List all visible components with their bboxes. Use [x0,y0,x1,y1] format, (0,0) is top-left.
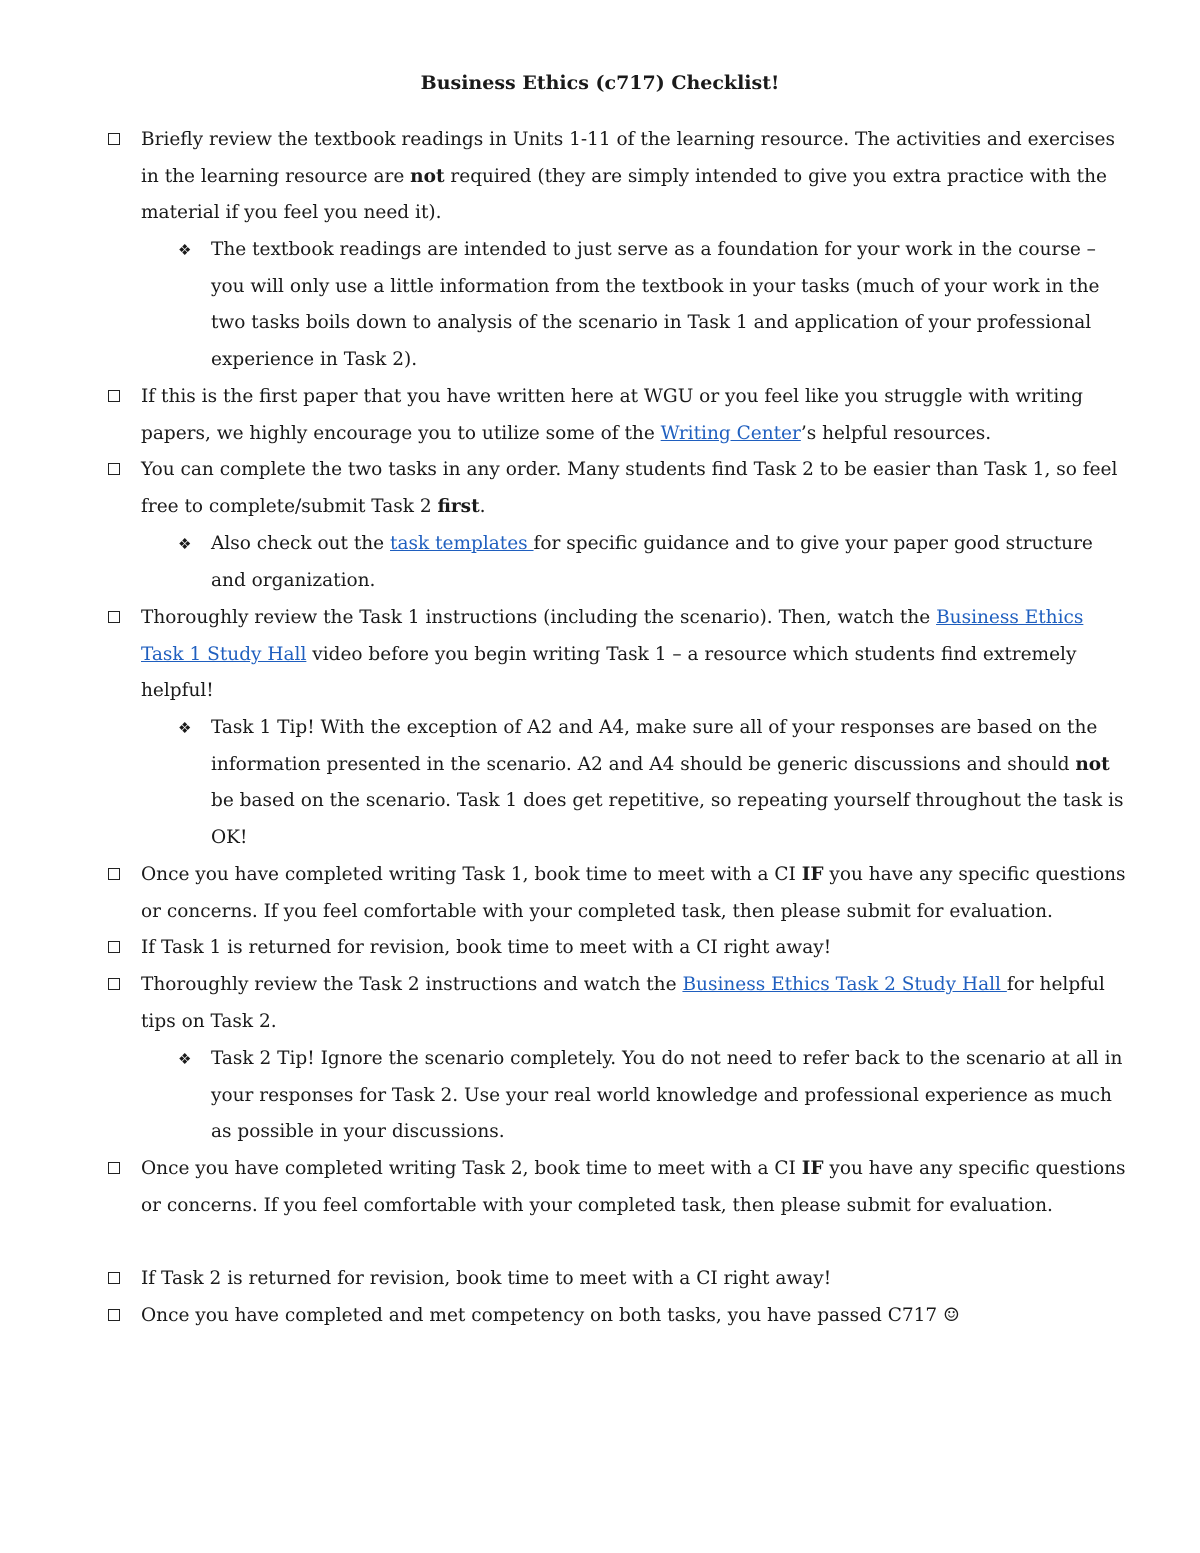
diamond-bullet-icon: ❖ [178,241,192,259]
diamond-bullet-icon: ❖ [178,719,192,737]
task-templates-link[interactable]: task templates [390,533,534,554]
checklist-item: Briefly review the textbook readings in Units 1-11 of the learning resource. The activities and exercises in the learning resource are not required (they are simply intended to give you extra practice with the material if you feel you need it). [141,122,1131,232]
checklist-item: Once you have completed and met competency on both tasks, you have passed C717 ☺ [141,1298,1131,1335]
checklist-item: Thoroughly review the Task 1 instructions (including the scenario). Then, watch the Business Ethics Task 1 Study Hall video before you begin writing Task 1 – a resource which students find extremely helpful! [141,600,1131,710]
checkbox-icon[interactable] [108,1309,120,1321]
checklist-item: Thoroughly review the Task 2 instructions and watch the Business Ethics Task 2 Study Hall for helpful tips on Task 2. [141,967,1131,1040]
sub-bullet-item: ❖ Task 2 Tip! Ignore the scenario completely. You do not need to refer back to the scenario at all in your responses for Task 2. Use your real world knowledge and professional experience as much as possible in your discussions. [211,1041,1131,1151]
task2-study-hall-link[interactable]: Business Ethics Task 2 Study Hall [682,974,1007,995]
checkbox-icon[interactable] [108,611,120,623]
checklist-item: If this is the first paper that you have written here at WGU or you feel like you struggle with writing papers, we highly encourage you to utilize some of the Writing Center’s helpful resources. [141,379,1131,452]
checklist-item: Once you have completed writing Task 1, book time to meet with a CI IF you have any specific questions or concerns. If you feel comfortable with your completed task, then please submit for evaluation. [141,857,1131,930]
writing-center-link[interactable]: Writing Center [660,422,801,444]
diamond-bullet-icon: ❖ [178,1050,192,1068]
sub-bullet-item: ❖ Also check out the task templates for specific guidance and to give your paper good structure and organization. [211,526,1131,599]
checkbox-icon[interactable] [108,978,120,990]
sub-bullet-item: ❖ Task 1 Tip! With the exception of A2 and A4, make sure all of your responses are based on the information presented in the scenario. A2 and A4 should be generic discussions and should not be based on the scenario. Task 1 does get repetitive, so repeating yourself throughout the task is OK! [211,710,1131,857]
checklist-item: You can complete the two tasks in any order. Many students find Task 2 to be easier than Task 1, so feel free to complete/submit Task 2 first. [141,452,1131,525]
checkbox-icon[interactable] [108,133,120,145]
diamond-bullet-icon: ❖ [178,535,192,553]
sub-bullet-item: ❖ The textbook readings are intended to just serve as a foundation for your work in the course – you will only use a little information from the textbook in your tasks (much of your work in the two tasks boils down to analysis of the scenario in Task 1 and application of your professional experience in Task 2). [211,232,1131,379]
page-title: Business Ethics (c717) Checklist! [420,72,780,94]
checklist-item: If Task 1 is returned for revision, book time to meet with a CI right away! [141,930,1131,967]
checklist-item: If Task 2 is returned for revision, book time to meet with a CI right away! [141,1261,1131,1298]
checkbox-icon[interactable] [108,941,120,953]
checkbox-icon[interactable] [108,868,120,880]
checkbox-icon[interactable] [108,463,120,475]
checkbox-icon[interactable] [108,390,120,402]
checkbox-icon[interactable] [108,1162,120,1174]
checkbox-icon[interactable] [108,1272,120,1284]
task1-study-hall-link[interactable]: Business Ethics Task 1 Study Hall [141,607,1084,665]
checklist-item: Once you have completed writing Task 2, book time to meet with a CI IF you have any specific questions or concerns. If you feel comfortable with your completed task, then please submit for evaluation. [141,1151,1131,1224]
